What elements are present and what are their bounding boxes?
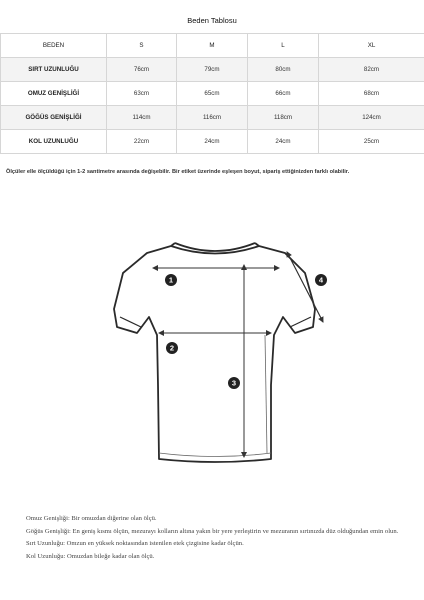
table-cell: 66cm xyxy=(248,82,319,106)
tshirt-outline xyxy=(114,243,315,462)
svg-text:2: 2 xyxy=(169,343,175,353)
table-cell: 82cm xyxy=(319,58,424,82)
table-row xyxy=(1,106,424,130)
table-cell: 80cm xyxy=(248,58,319,82)
column-header-s: S xyxy=(107,34,177,58)
svg-text:4: 4 xyxy=(318,275,324,285)
row-label: SIRT UZUNLUĞU xyxy=(1,58,107,82)
svg-text:1: 1 xyxy=(168,275,174,285)
row-label: KOL UZUNLUĞU xyxy=(1,130,107,154)
row-label: GÖĞÜS GENİŞLİĞİ xyxy=(1,106,107,130)
table-header-row xyxy=(1,34,424,58)
table-cell: 63cm xyxy=(107,82,177,106)
table-cell: 116cm xyxy=(177,106,248,130)
table-cell: 76cm xyxy=(107,58,177,82)
marker-3 xyxy=(228,377,240,389)
column-header-xl: XL xyxy=(319,34,424,58)
measurement-definitions xyxy=(26,514,424,565)
table-cell: 118cm xyxy=(248,106,319,130)
table-cell: 24cm xyxy=(177,130,248,154)
table-cell: 24cm xyxy=(248,130,319,154)
size-table xyxy=(0,33,424,154)
table-cell: 22cm xyxy=(107,130,177,154)
table-cell: 114cm xyxy=(107,106,177,130)
column-header-size: BEDEN xyxy=(1,34,107,58)
tshirt-measurement-diagram xyxy=(95,225,340,485)
definition-back-length: Sırt Uzunluğu: Omzun en yüksek noktasından istenilen etek çizgisine kadar ölçün. xyxy=(26,540,244,548)
table-cell: 79cm xyxy=(177,58,248,82)
table-row xyxy=(1,82,424,106)
table-cell: 124cm xyxy=(319,106,424,130)
definition-chest-width: Göğüs Genişliği: En geniş kısmı ölçün, mezurayı kolların altına yakın bir yere yerleştirin ve mezuranın sırtınızda düz olduğundan emin olun. xyxy=(26,527,399,535)
table-cell: 65cm xyxy=(177,82,248,106)
table-cell: 68cm xyxy=(319,82,424,106)
measurement-note: Ölçüler elle ölçüldüğü için 1-2 santimetre arasında değişebilir. Bir etiket üzerinde eşleşen boyut, sipariş ettiğinizden farklı olabilir. xyxy=(6,169,350,175)
marker-1 xyxy=(165,274,177,286)
table-cell: 25cm xyxy=(319,130,424,154)
table-row xyxy=(1,130,424,154)
marker-4 xyxy=(315,274,327,286)
size-table-title: Beden Tablosu xyxy=(187,16,237,25)
svg-text:3: 3 xyxy=(231,378,237,388)
table-row xyxy=(1,58,424,82)
marker-2 xyxy=(166,342,178,354)
row-label: OMUZ GENİŞLİĞİ xyxy=(1,82,107,106)
definition-shoulder-width: Omuz Genişliği: Bir omuzdan diğerine olan ölçü. xyxy=(26,515,157,522)
column-header-m: M xyxy=(177,34,248,58)
column-header-l: L xyxy=(248,34,319,58)
definition-sleeve-length: Kol Uzunluğu: Omuzdan bileğe kadar olan ölçü. xyxy=(26,553,155,561)
